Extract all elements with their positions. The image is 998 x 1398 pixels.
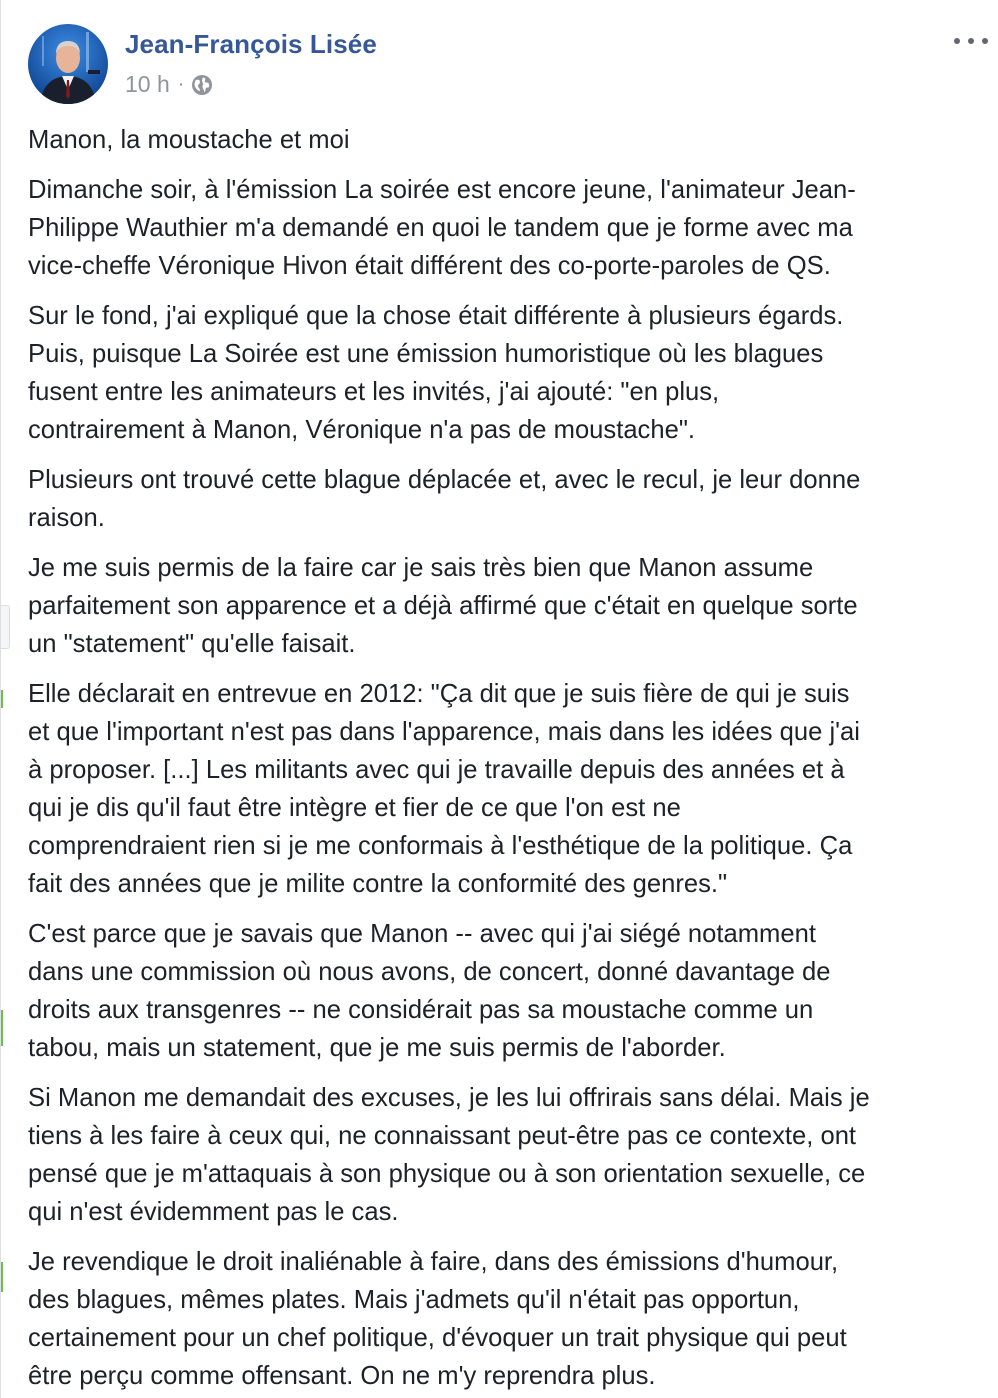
post-text-line: qui n'est évidemment pas le cas. (28, 1198, 399, 1226)
post-paragraph (28, 915, 988, 1067)
post-text-line: fait des années que je milite contre la conformité des genres." (28, 870, 728, 898)
post-text-line: Elle déclarait en entrevue en 2012: "Ça dit que je suis fière de qui je suis (28, 680, 850, 708)
more-dot (982, 38, 988, 44)
post-text-line: Si Manon me demandait des excuses, je les lui offrirais sans délai. Mais je (28, 1084, 870, 1112)
post-text-line: et que l'important n'est pas dans l'apparence, mais dans les idées que j'ai (28, 718, 860, 746)
post-text-line: à proposer. [...] Les militants avec qui je travaille depuis des années et à (28, 756, 845, 784)
author-avatar[interactable] (28, 24, 108, 104)
post-text-line: contrairement à Manon, Véronique n'a pas de moustache". (28, 416, 696, 444)
post-paragraph (28, 1079, 988, 1231)
post-text-line: être perçu comme offensant. On ne m'y reprendra plus. (28, 1362, 656, 1390)
post-paragraph (28, 297, 988, 449)
post-text-line: qui je dis qu'il faut être intègre et fier de ce que l'on est ne (28, 794, 681, 822)
post-text-line: Sur le fond, j'ai expliqué que la chose était différente à plusieurs égards. (28, 302, 844, 330)
post-paragraph (28, 549, 988, 663)
post-text-line: parfaitement son apparence et a déjà affirmé que c'était en quelque sorte (28, 592, 858, 620)
globe-icon[interactable] (191, 74, 213, 96)
post-text-line: Dimanche soir, à l'émission La soirée est encore jeune, l'animateur Jean- (28, 176, 856, 204)
post-text-line: dans une commission où nous avons, de concert, donné davantage de (28, 958, 831, 986)
timestamp[interactable]: 10 h (125, 71, 170, 97)
post-text-line: un "statement" qu'elle faisait. (28, 630, 356, 658)
post-text-line: Philippe Wauthier m'a demandé en quoi le tandem que je forme avec ma (28, 214, 853, 242)
post-text-line: fusent entre les animateurs et les invités, j'ai ajouté: "en plus, (28, 378, 720, 406)
post-text-line: Je revendique le droit inaliénable à faire, dans des émissions d'humour, (28, 1248, 839, 1276)
post-meta (125, 71, 213, 98)
post-body (28, 121, 988, 1398)
green-marker (1, 1262, 3, 1292)
post-text-line: raison. (28, 504, 105, 532)
post-text-line: tabou, mais un statement, que je me suis permis de l'aborder. (28, 1034, 726, 1062)
author-name[interactable]: Jean-François Lisée (125, 29, 377, 59)
more-dot (954, 38, 960, 44)
more-dot (968, 38, 974, 44)
post-text-line: tiens à les faire à ceux qui, ne connaissant peut-être pas ce contexte, ont (28, 1122, 857, 1150)
post-text-line: des blagues, mêmes plates. Mais j'admets qu'il n'était pas opportun, (28, 1286, 800, 1314)
post-paragraph (28, 121, 988, 159)
meta-separator: · (177, 73, 185, 95)
post-text-line: comprendraient rien si je me conformais à l'esthétique de la politique. Ça (28, 832, 853, 860)
green-marker (1, 1010, 3, 1046)
post-text-line: vice-cheffe Véronique Hivon était différent des co-porte-paroles de QS. (28, 252, 831, 280)
post-text-line: droits aux transgenres -- ne considérait pas sa moustache comme un (28, 996, 814, 1024)
more-options-icon[interactable] (954, 29, 988, 53)
post-paragraph (28, 1243, 988, 1395)
post-text-line: Manon, la moustache et moi (28, 126, 350, 154)
post-paragraph (28, 171, 988, 285)
post-text-line: Plusieurs ont trouvé cette blague déplacée et, avec le recul, je leur donne (28, 466, 861, 494)
post-text-line: Je me suis permis de la faire car je sais très bien que Manon assume (28, 554, 814, 582)
post-text-line: C'est parce que je savais que Manon -- avec qui j'ai siégé notamment (28, 920, 816, 948)
post-paragraph (28, 461, 988, 537)
post-text-line: pensé que je m'attaquais à son physique ou à son orientation sexuelle, ce (28, 1160, 866, 1188)
post-paragraph (28, 675, 988, 903)
side-scroll-tab[interactable] (1, 605, 10, 649)
post-text-line: Puis, puisque La Soirée est une émission humoristique où les blagues (28, 340, 824, 368)
green-marker (1, 690, 3, 708)
avatar-image (28, 24, 108, 104)
post-text-line: certainement pour un chef politique, d'évoquer un trait physique qui peut (28, 1324, 847, 1352)
